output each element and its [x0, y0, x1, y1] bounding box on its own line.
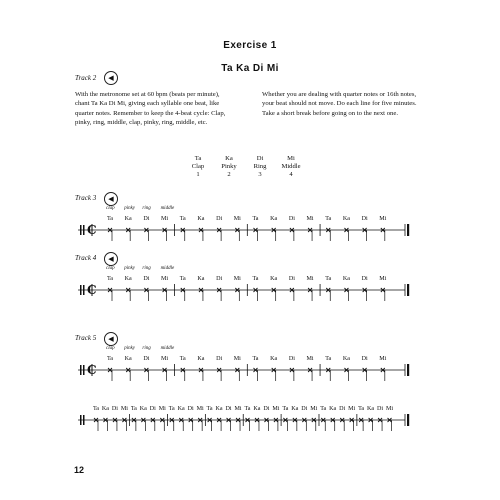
- x-notehead: [308, 288, 312, 292]
- syllable-label: Ta: [282, 406, 289, 412]
- syllable-label: Ta: [106, 276, 113, 282]
- x-notehead: [272, 368, 276, 372]
- syllable-label: Ka: [197, 356, 205, 362]
- syllable-label: Ta: [252, 276, 259, 282]
- x-notehead: [181, 228, 185, 232]
- x-notehead: [290, 228, 294, 232]
- x-notehead: [302, 418, 306, 422]
- x-notehead: [179, 418, 183, 422]
- syllable-label: Di: [149, 406, 156, 412]
- x-notehead: [235, 288, 239, 292]
- key-syllable: Di: [256, 155, 264, 162]
- x-notehead: [144, 228, 148, 232]
- syllable-label: Ta: [179, 356, 186, 362]
- syllable-key: [186, 155, 326, 185]
- x-notehead: [272, 288, 276, 292]
- x-notehead: [163, 368, 167, 372]
- x-notehead: [255, 418, 259, 422]
- x-notehead: [108, 288, 112, 292]
- x-notehead: [381, 288, 385, 292]
- x-notehead: [141, 418, 145, 422]
- cue-label: clap: [106, 266, 115, 271]
- key-beat: 2: [227, 170, 231, 178]
- x-notehead: [181, 228, 185, 232]
- x-notehead: [199, 368, 203, 372]
- instructions-left: With the metronome set at 60 bpm (beats per minute), chant Ta Ka Di Mi, giving each syllable one beat, like quarter notes. Remember to keep the 4-beat cycle: Clap, pinky, ring, middle, clap, pinky, ring, middle, etc.: [75, 91, 226, 127]
- x-notehead: [254, 228, 258, 232]
- x-notehead: [290, 368, 294, 372]
- x-notehead: [326, 228, 330, 232]
- instructions-right: Whether you are dealing with quarter notes or 16th notes, your beat should not move. Do each line for five minutes. Take a short break before going on to the next one.: [262, 91, 417, 117]
- x-notehead: [381, 368, 385, 372]
- x-notehead: [312, 418, 316, 422]
- syllable-label: Di: [225, 406, 232, 412]
- speaker-icon[interactable]: ◀: [104, 71, 118, 85]
- syllable-label: Mi: [306, 356, 314, 362]
- x-notehead: [144, 368, 148, 372]
- x-notehead: [236, 418, 240, 422]
- syllable-label: Ka: [270, 356, 278, 362]
- syllable-label: Ta: [252, 356, 259, 362]
- percussion-clef-icon: [83, 415, 85, 425]
- syllable-label: Mi: [120, 406, 128, 412]
- x-notehead: [272, 368, 276, 372]
- x-notehead: [331, 418, 335, 422]
- x-notehead: [181, 288, 185, 292]
- syllable-label: Ta: [92, 406, 99, 412]
- syllable-label: Di: [361, 356, 368, 362]
- x-notehead: [344, 228, 348, 232]
- x-notehead: [363, 288, 367, 292]
- x-notehead: [132, 418, 136, 422]
- x-notehead: [363, 368, 367, 372]
- key-gesture: Ring: [253, 162, 267, 170]
- syllable-label: Mi: [348, 406, 356, 412]
- x-notehead: [199, 228, 203, 232]
- x-notehead: [321, 418, 325, 422]
- percussion-clef-icon: [80, 225, 82, 235]
- x-notehead: [350, 418, 354, 422]
- syllable-label: Mi: [310, 406, 318, 412]
- percussion-clef-icon: [83, 365, 85, 375]
- x-notehead: [132, 418, 136, 422]
- x-notehead: [283, 418, 287, 422]
- syllable-label: Di: [361, 216, 368, 222]
- syllable-label: Ka: [342, 356, 350, 362]
- x-notehead: [388, 418, 392, 422]
- x-notehead: [274, 418, 278, 422]
- x-notehead: [290, 228, 294, 232]
- syllable-label: Ta: [106, 216, 113, 222]
- x-notehead: [235, 288, 239, 292]
- x-notehead: [302, 418, 306, 422]
- x-notehead: [217, 418, 221, 422]
- x-notehead: [235, 228, 239, 232]
- syllable-label: Mi: [233, 356, 241, 362]
- cue-label: clap: [106, 206, 115, 211]
- cue-label: pinky: [124, 206, 136, 211]
- x-notehead: [290, 288, 294, 292]
- x-notehead: [369, 418, 373, 422]
- x-notehead: [344, 228, 348, 232]
- syllable-label: Ka: [197, 216, 205, 222]
- x-notehead: [181, 368, 185, 372]
- syllable-label: Ka: [197, 276, 205, 282]
- key-beat: 3: [258, 170, 262, 178]
- cue-label: ring: [142, 346, 151, 351]
- percussion-clef-icon: [83, 225, 85, 235]
- x-notehead: [199, 288, 203, 292]
- x-notehead: [113, 418, 117, 422]
- x-notehead: [151, 418, 155, 422]
- x-notehead: [363, 228, 367, 232]
- syllable-label: Ka: [329, 406, 337, 412]
- x-notehead: [272, 228, 276, 232]
- x-notehead: [144, 368, 148, 372]
- syllable-label: Mi: [306, 276, 314, 282]
- x-notehead: [103, 418, 107, 422]
- x-notehead: [208, 418, 212, 422]
- syllable-label: Ta: [244, 406, 251, 412]
- x-notehead: [108, 228, 112, 232]
- common-time-icon: C: [87, 363, 97, 377]
- exercise-title: Ta Ka Di Mi: [221, 63, 279, 74]
- common-time-icon: C: [87, 223, 97, 237]
- key-gesture: Pinky: [221, 162, 237, 170]
- x-notehead: [308, 368, 312, 372]
- x-notehead: [236, 418, 240, 422]
- exercise-heading: Exercise 1: [223, 40, 277, 51]
- x-notehead: [308, 288, 312, 292]
- syllable-label: Mi: [234, 406, 242, 412]
- x-notehead: [235, 228, 239, 232]
- syllable-label: Ka: [291, 406, 299, 412]
- x-notehead: [326, 288, 330, 292]
- x-notehead: [217, 418, 221, 422]
- syllable-label: Ta: [179, 276, 186, 282]
- speaker-icon[interactable]: ◀: [104, 252, 118, 266]
- speaker-icon[interactable]: ◀: [104, 332, 118, 346]
- syllable-label: Ka: [177, 406, 185, 412]
- syllable-label: Di: [339, 406, 346, 412]
- x-notehead: [126, 368, 130, 372]
- x-notehead: [264, 418, 268, 422]
- syllable-label: Di: [263, 406, 270, 412]
- syllable-label: Di: [288, 356, 295, 362]
- syllable-label: Ta: [252, 216, 259, 222]
- track-label: Track 3: [75, 194, 97, 202]
- x-notehead: [254, 288, 258, 292]
- x-notehead: [170, 418, 174, 422]
- x-notehead: [235, 368, 239, 372]
- x-notehead: [246, 418, 250, 422]
- track-label: Track 5: [75, 334, 97, 342]
- x-notehead: [217, 288, 221, 292]
- x-notehead: [272, 228, 276, 232]
- x-notehead: [163, 288, 167, 292]
- x-notehead: [108, 368, 112, 372]
- syllable-label: Ta: [206, 406, 213, 412]
- final-barline: [407, 224, 409, 236]
- final-barline: [407, 414, 409, 426]
- x-notehead: [103, 418, 107, 422]
- syllable-label: Mi: [385, 406, 394, 412]
- syllable-label: Mi: [233, 216, 241, 222]
- syllable-label: Mi: [306, 216, 314, 222]
- x-notehead: [199, 368, 203, 372]
- syllable-label: Di: [361, 276, 368, 282]
- x-notehead: [189, 418, 193, 422]
- x-notehead: [272, 288, 276, 292]
- x-notehead: [326, 228, 330, 232]
- x-notehead: [359, 418, 363, 422]
- x-notehead: [255, 418, 259, 422]
- track-label: Track 4: [75, 254, 97, 262]
- syllable-label: Di: [377, 406, 384, 412]
- syllable-label: Ka: [270, 276, 278, 282]
- syllable-label: Ta: [168, 406, 175, 412]
- x-notehead: [163, 228, 167, 232]
- x-notehead: [344, 368, 348, 372]
- syllable-label: Mi: [379, 216, 387, 222]
- cue-label: clap: [106, 346, 115, 351]
- x-notehead: [246, 418, 250, 422]
- syllable-label: Di: [216, 216, 223, 222]
- cue-label: pinky: [124, 346, 136, 351]
- syllable-label: Di: [216, 276, 223, 282]
- x-notehead: [227, 418, 231, 422]
- cue-label: middle: [160, 206, 175, 211]
- x-notehead: [181, 368, 185, 372]
- key-gesture: Middle: [281, 162, 301, 170]
- x-notehead: [326, 368, 330, 372]
- key-syllable: Ka: [225, 155, 233, 162]
- x-notehead: [381, 228, 385, 232]
- syllable-label: Ka: [253, 406, 261, 412]
- x-notehead: [170, 418, 174, 422]
- syllable-label: Di: [216, 356, 223, 362]
- x-notehead: [208, 418, 212, 422]
- x-notehead: [163, 288, 167, 292]
- syllable-label: Ta: [325, 356, 332, 362]
- key-gesture: Clap: [191, 162, 205, 170]
- x-notehead: [199, 228, 203, 232]
- x-notehead: [144, 288, 148, 292]
- x-notehead: [94, 418, 98, 422]
- x-notehead: [235, 368, 239, 372]
- cue-label: ring: [142, 206, 151, 211]
- syllable-label: Mi: [161, 216, 169, 222]
- x-notehead: [217, 368, 221, 372]
- x-notehead: [326, 368, 330, 372]
- page-number: 12: [74, 465, 85, 475]
- x-notehead: [254, 368, 258, 372]
- syllable-label: Di: [143, 356, 150, 362]
- x-notehead: [308, 228, 312, 232]
- x-notehead: [108, 228, 112, 232]
- syllable-label: Mi: [158, 406, 166, 412]
- cue-label: middle: [160, 346, 175, 351]
- key-column: [186, 155, 210, 178]
- syllable-label: Mi: [196, 406, 204, 412]
- x-notehead: [378, 418, 382, 422]
- x-notehead: [141, 418, 145, 422]
- x-notehead: [388, 418, 392, 422]
- common-time-icon: C: [87, 283, 97, 297]
- x-notehead: [254, 228, 258, 232]
- x-notehead: [160, 418, 164, 422]
- syllable-label: Mi: [272, 406, 280, 412]
- x-notehead: [264, 418, 268, 422]
- x-notehead: [163, 368, 167, 372]
- x-notehead: [381, 228, 385, 232]
- x-notehead: [94, 418, 98, 422]
- x-notehead: [108, 368, 112, 372]
- x-notehead: [122, 418, 126, 422]
- key-syllable: Ta: [194, 155, 202, 162]
- syllable-label: Di: [288, 216, 295, 222]
- x-notehead: [163, 228, 167, 232]
- x-notehead: [181, 288, 185, 292]
- x-notehead: [217, 288, 221, 292]
- x-notehead: [308, 228, 312, 232]
- x-notehead: [344, 368, 348, 372]
- syllable-label: Ka: [270, 216, 278, 222]
- syllable-label: Ka: [124, 216, 132, 222]
- x-notehead: [198, 418, 202, 422]
- x-notehead: [199, 288, 203, 292]
- x-notehead: [344, 288, 348, 292]
- x-notehead: [340, 418, 344, 422]
- x-notehead: [378, 418, 382, 422]
- syllable-label: Ka: [101, 406, 110, 412]
- x-notehead: [369, 418, 373, 422]
- x-notehead: [326, 288, 330, 292]
- x-notehead: [363, 228, 367, 232]
- x-notehead: [108, 288, 112, 292]
- x-notehead: [363, 368, 367, 372]
- syllable-label: Ka: [124, 356, 132, 362]
- syllable-label: Mi: [161, 356, 169, 362]
- syllable-label: Ta: [358, 406, 365, 412]
- x-notehead: [113, 418, 117, 422]
- x-notehead: [126, 288, 130, 292]
- x-notehead: [217, 228, 221, 232]
- cue-label: middle: [160, 266, 175, 271]
- key-beat: 4: [289, 170, 293, 178]
- syllable-label: Ta: [106, 356, 113, 362]
- x-notehead: [381, 368, 385, 372]
- x-notehead: [293, 418, 297, 422]
- x-notehead: [308, 368, 312, 372]
- x-notehead: [344, 288, 348, 292]
- percussion-clef-icon: [80, 365, 82, 375]
- syllable-label: Di: [187, 406, 194, 412]
- x-notehead: [126, 368, 130, 372]
- x-notehead: [321, 418, 325, 422]
- x-notehead: [359, 418, 363, 422]
- syllable-label: Mi: [379, 276, 387, 282]
- intro-track-label: Track 2: [75, 74, 97, 82]
- syllable-label: Mi: [379, 356, 387, 362]
- syllable-label: Ta: [130, 406, 137, 412]
- x-notehead: [160, 418, 164, 422]
- final-barline: [407, 364, 409, 376]
- x-notehead: [363, 288, 367, 292]
- syllable-label: Ta: [179, 216, 186, 222]
- x-notehead: [350, 418, 354, 422]
- cue-label: ring: [142, 266, 151, 271]
- key-syllable: Mi: [287, 155, 295, 162]
- x-notehead: [198, 418, 202, 422]
- x-notehead: [254, 288, 258, 292]
- x-notehead: [290, 368, 294, 372]
- syllable-label: Ka: [367, 406, 375, 412]
- syllable-label: Ka: [139, 406, 147, 412]
- key-column: [279, 155, 303, 178]
- x-notehead: [293, 418, 297, 422]
- syllable-label: Di: [301, 406, 308, 412]
- x-notehead: [144, 288, 148, 292]
- x-notehead: [283, 418, 287, 422]
- syllable-label: Mi: [233, 276, 241, 282]
- syllable-label: Ta: [325, 216, 332, 222]
- x-notehead: [144, 228, 148, 232]
- x-notehead: [227, 418, 231, 422]
- syllable-label: Di: [111, 406, 118, 412]
- x-notehead: [331, 418, 335, 422]
- x-notehead: [126, 228, 130, 232]
- key-column: [248, 155, 272, 178]
- syllable-label: Ka: [215, 406, 223, 412]
- x-notehead: [254, 368, 258, 372]
- syllable-label: Ka: [342, 276, 350, 282]
- syllable-label: Di: [143, 276, 150, 282]
- x-notehead: [312, 418, 316, 422]
- x-notehead: [126, 228, 130, 232]
- cue-label: pinky: [124, 266, 136, 271]
- key-column: [217, 155, 241, 178]
- final-barline: [407, 284, 409, 296]
- x-notehead: [381, 288, 385, 292]
- percussion-clef-icon: [83, 285, 85, 295]
- x-notehead: [290, 288, 294, 292]
- speaker-icon[interactable]: ◀: [104, 192, 118, 206]
- syllable-label: Mi: [161, 276, 169, 282]
- x-notehead: [274, 418, 278, 422]
- x-notehead: [340, 418, 344, 422]
- syllable-label: Ta: [320, 406, 327, 412]
- x-notehead: [179, 418, 183, 422]
- syllable-label: Ka: [342, 216, 350, 222]
- x-notehead: [122, 418, 126, 422]
- percussion-clef-icon: [80, 285, 82, 295]
- x-notehead: [189, 418, 193, 422]
- syllable-label: Ta: [325, 276, 332, 282]
- syllable-label: Di: [288, 276, 295, 282]
- syllable-label: Di: [143, 216, 150, 222]
- syllable-label: Ka: [124, 276, 132, 282]
- x-notehead: [217, 368, 221, 372]
- x-notehead: [151, 418, 155, 422]
- key-beat: 1: [196, 170, 200, 178]
- percussion-clef-icon: [80, 415, 82, 425]
- x-notehead: [217, 228, 221, 232]
- x-notehead: [126, 288, 130, 292]
